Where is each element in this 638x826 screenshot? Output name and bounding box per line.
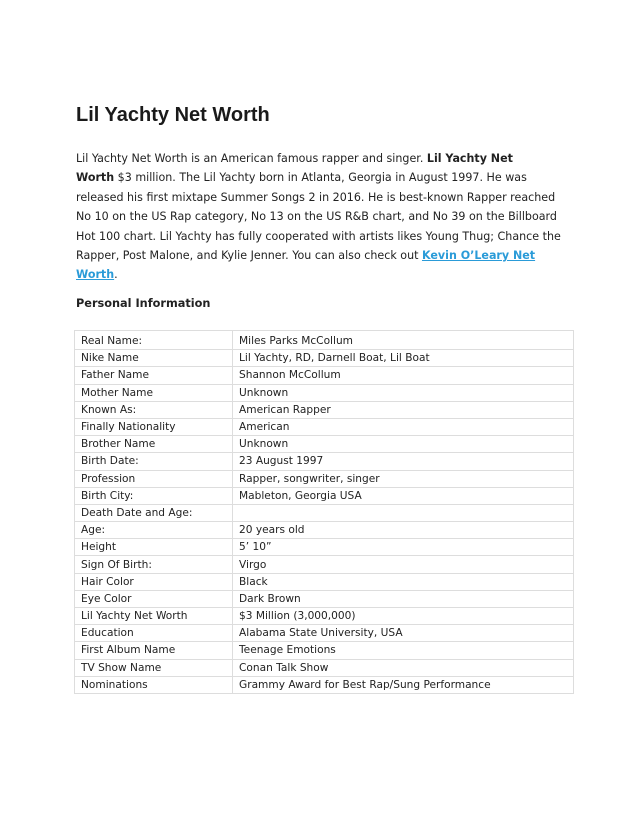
row-value: 5’ 10” (233, 539, 574, 556)
table-row (75, 367, 574, 384)
bold-text: Worth (76, 171, 115, 185)
intro-paragraph (76, 149, 561, 285)
row-label: First Album Name (75, 642, 233, 659)
row-label: Finally Nationality (75, 418, 233, 435)
table-row (75, 436, 574, 453)
page-title: Lil Yachty Net Worth (76, 104, 270, 126)
kevin-oleary-link[interactable]: Kevin O’Leary Net (421, 249, 536, 263)
paragraph-line (76, 246, 546, 265)
table-body (75, 331, 574, 694)
period-text: . (114, 268, 118, 282)
row-label: Nike Name (75, 350, 233, 367)
table-row (75, 470, 574, 487)
table-row (75, 539, 574, 556)
table-row (75, 573, 574, 590)
row-value: American Rapper (233, 401, 574, 418)
row-label: Age: (75, 522, 233, 539)
row-label: Real Name: (75, 331, 233, 350)
row-value (233, 504, 574, 521)
table-row (75, 659, 574, 676)
table-row (75, 590, 574, 607)
paragraph-line: released his first mixtape Summer Songs 2 in 2016. He is best-known Rapper reached (76, 190, 556, 204)
kevin-oleary-link-continued[interactable]: Worth (76, 268, 115, 282)
section-heading: Personal Information (76, 297, 211, 310)
row-value: Dark Brown (233, 590, 574, 607)
table-row (75, 608, 574, 625)
table-row (75, 487, 574, 504)
paragraph-text: Rapper, Post Malone, and Kylie Jenner. You can also check out (76, 249, 419, 263)
row-label: Nominations (75, 676, 233, 693)
table-row (75, 556, 574, 573)
paragraph-text: Lil Yachty Net Worth is an American famous rapper and singer. (76, 152, 424, 165)
row-value: Unknown (233, 436, 574, 453)
paragraph-line (76, 265, 546, 284)
paragraph-text: $3 million. The Lil Yachty born in Atlanta, Georgia in August 1997. He was (117, 171, 527, 185)
row-value: Mableton, Georgia USA (233, 487, 574, 504)
table-row (75, 676, 574, 693)
table-row (75, 522, 574, 539)
row-value: 23 August 1997 (233, 453, 574, 470)
row-label: TV Show Name (75, 659, 233, 676)
table-row (75, 401, 574, 418)
row-label: Sign Of Birth: (75, 556, 233, 573)
row-value: Rapper, songwriter, singer (233, 470, 574, 487)
row-label: Hair Color (75, 573, 233, 590)
row-value: Alabama State University, USA (233, 625, 574, 642)
row-label: Death Date and Age: (75, 504, 233, 521)
row-label: Height (75, 539, 233, 556)
row-label: Profession (75, 470, 233, 487)
row-label: Lil Yachty Net Worth (75, 608, 233, 625)
row-label: Birth City: (75, 487, 233, 504)
paragraph-line (76, 149, 546, 168)
row-label: Education (75, 625, 233, 642)
row-value: Unknown (233, 384, 574, 401)
row-label: Father Name (75, 367, 233, 384)
personal-info-table (74, 330, 574, 694)
row-value: $3 Million (3,000,000) (233, 608, 574, 625)
bold-text: Lil Yachty Net (426, 152, 513, 165)
table-row (75, 418, 574, 435)
row-value: Shannon McCollum (233, 367, 574, 384)
row-value: Black (233, 573, 574, 590)
row-value: Virgo (233, 556, 574, 573)
row-label: Eye Color (75, 590, 233, 607)
row-value: Lil Yachty, RD, Darnell Boat, Lil Boat (233, 350, 574, 367)
row-value: Teenage Emotions (233, 642, 574, 659)
row-label: Birth Date: (75, 453, 233, 470)
row-label: Known As: (75, 401, 233, 418)
row-value: Miles Parks McCollum (233, 331, 574, 350)
table-row (75, 625, 574, 642)
table-row (75, 350, 574, 367)
row-value: Grammy Award for Best Rap/Sung Performance (233, 676, 574, 693)
row-label: Mother Name (75, 384, 233, 401)
row-value: American (233, 418, 574, 435)
table-row (75, 453, 574, 470)
row-value: Conan Talk Show (233, 659, 574, 676)
table-row (75, 331, 574, 350)
table-row (75, 384, 574, 401)
row-label: Brother Name (75, 436, 233, 453)
table-row (75, 642, 574, 659)
paragraph-line: No 10 on the US Rap category, No 13 on the US R&B chart, and No 39 on the Billboard (76, 210, 557, 224)
paragraph-line (76, 168, 546, 187)
table-row (75, 504, 574, 521)
row-value: 20 years old (233, 522, 574, 539)
paragraph-line: Hot 100 chart. Lil Yachty has fully cooperated with artists likes Young Thug; Chance the (76, 229, 561, 243)
